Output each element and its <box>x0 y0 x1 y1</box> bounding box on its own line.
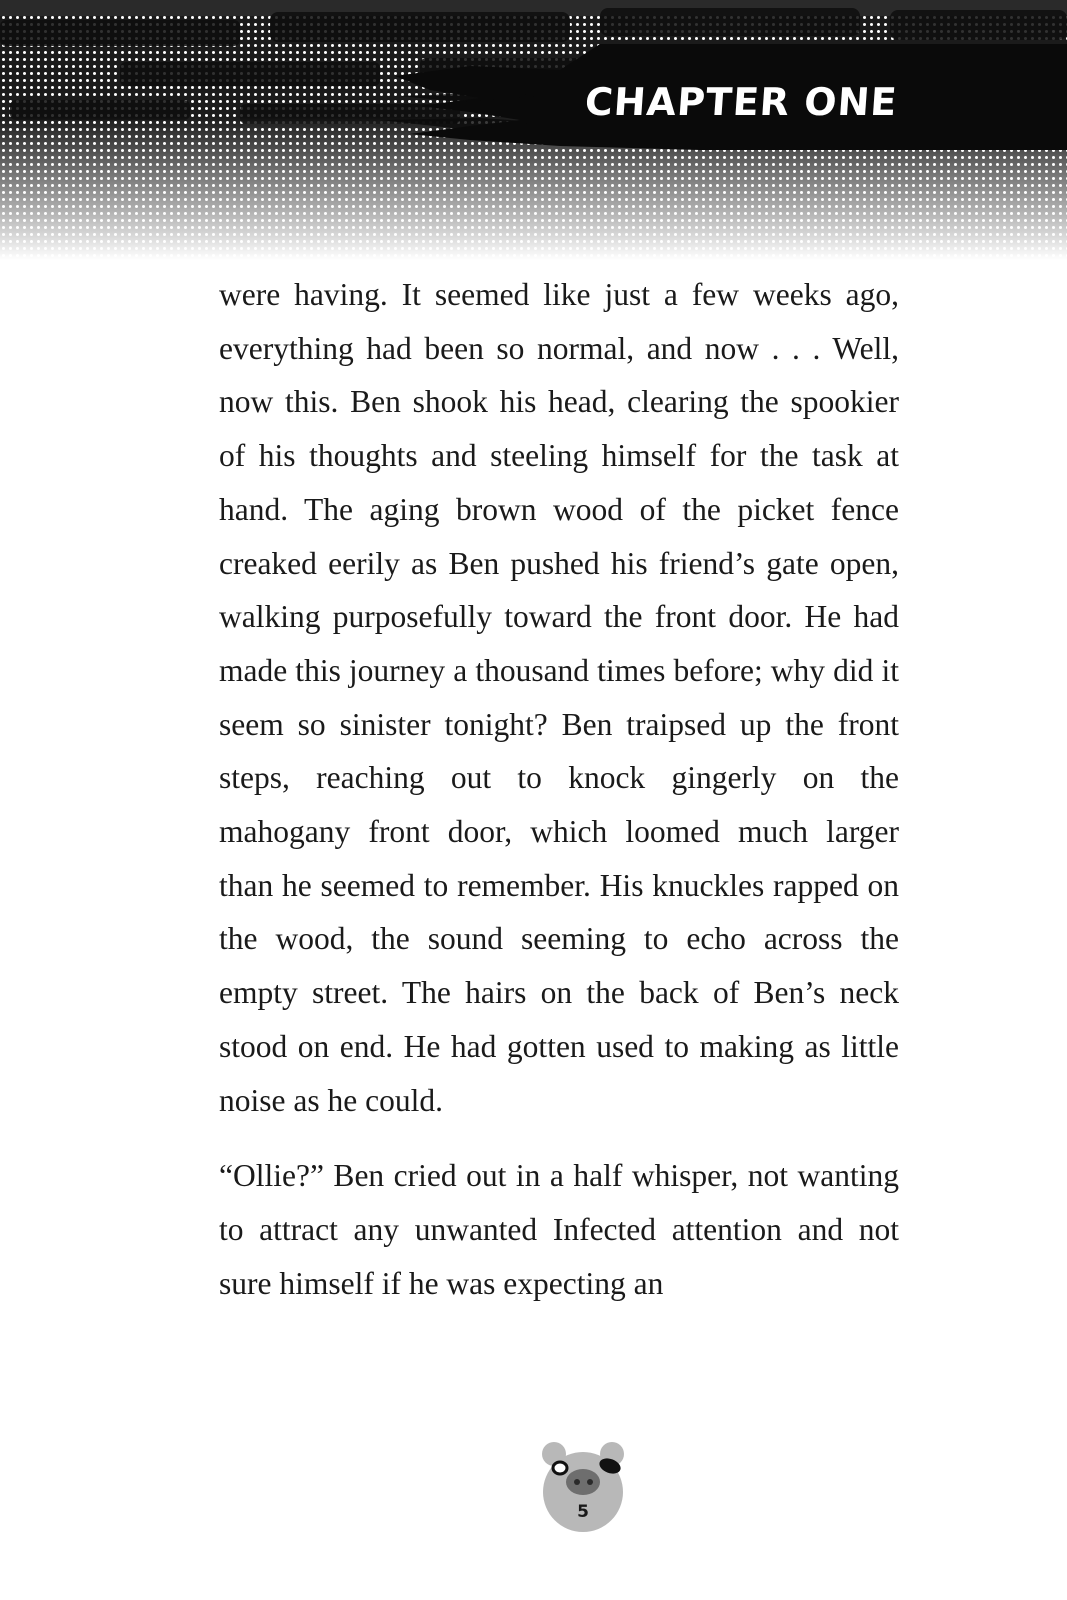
chapter-header-band <box>0 0 1067 260</box>
paragraph: were having. It seemed like just a few weeks ago, everything had been so normal, and now . . . Well, now this. Ben shook his head, clearing the spookier of his thoughts and steeling himself for the task at hand. The aging brown wood of the picket fence creaked eerily as Ben pushed his friend’s gate open, walking purposefully toward the front door. He had made this journey a thousand times before; why did it seem so sinister tonight? Ben traipsed up the front steps, reaching out to knock gingerly on the mahogany front door, which loomed much larger than he seemed to remember. His knuckles rapped on the wood, the sound seeming to echo across the empty street. The hairs on the back of Ben’s neck stood on end. He had gotten used to making as little noise as he could. <box>219 277 899 1118</box>
body-text <box>219 268 899 1310</box>
paragraph: “Ollie?” Ben cried out in a half whisper, not wanting to attract any unwanted Infected attention and not sure himself if he was expecting an <box>219 1158 899 1301</box>
page-number: 5 <box>577 1502 589 1522</box>
chapter-title: CHAPTER ONE <box>583 80 899 124</box>
pig-face-icon <box>540 1438 626 1538</box>
halftone-brick-texture <box>0 0 1067 260</box>
page-footer <box>540 1438 626 1538</box>
